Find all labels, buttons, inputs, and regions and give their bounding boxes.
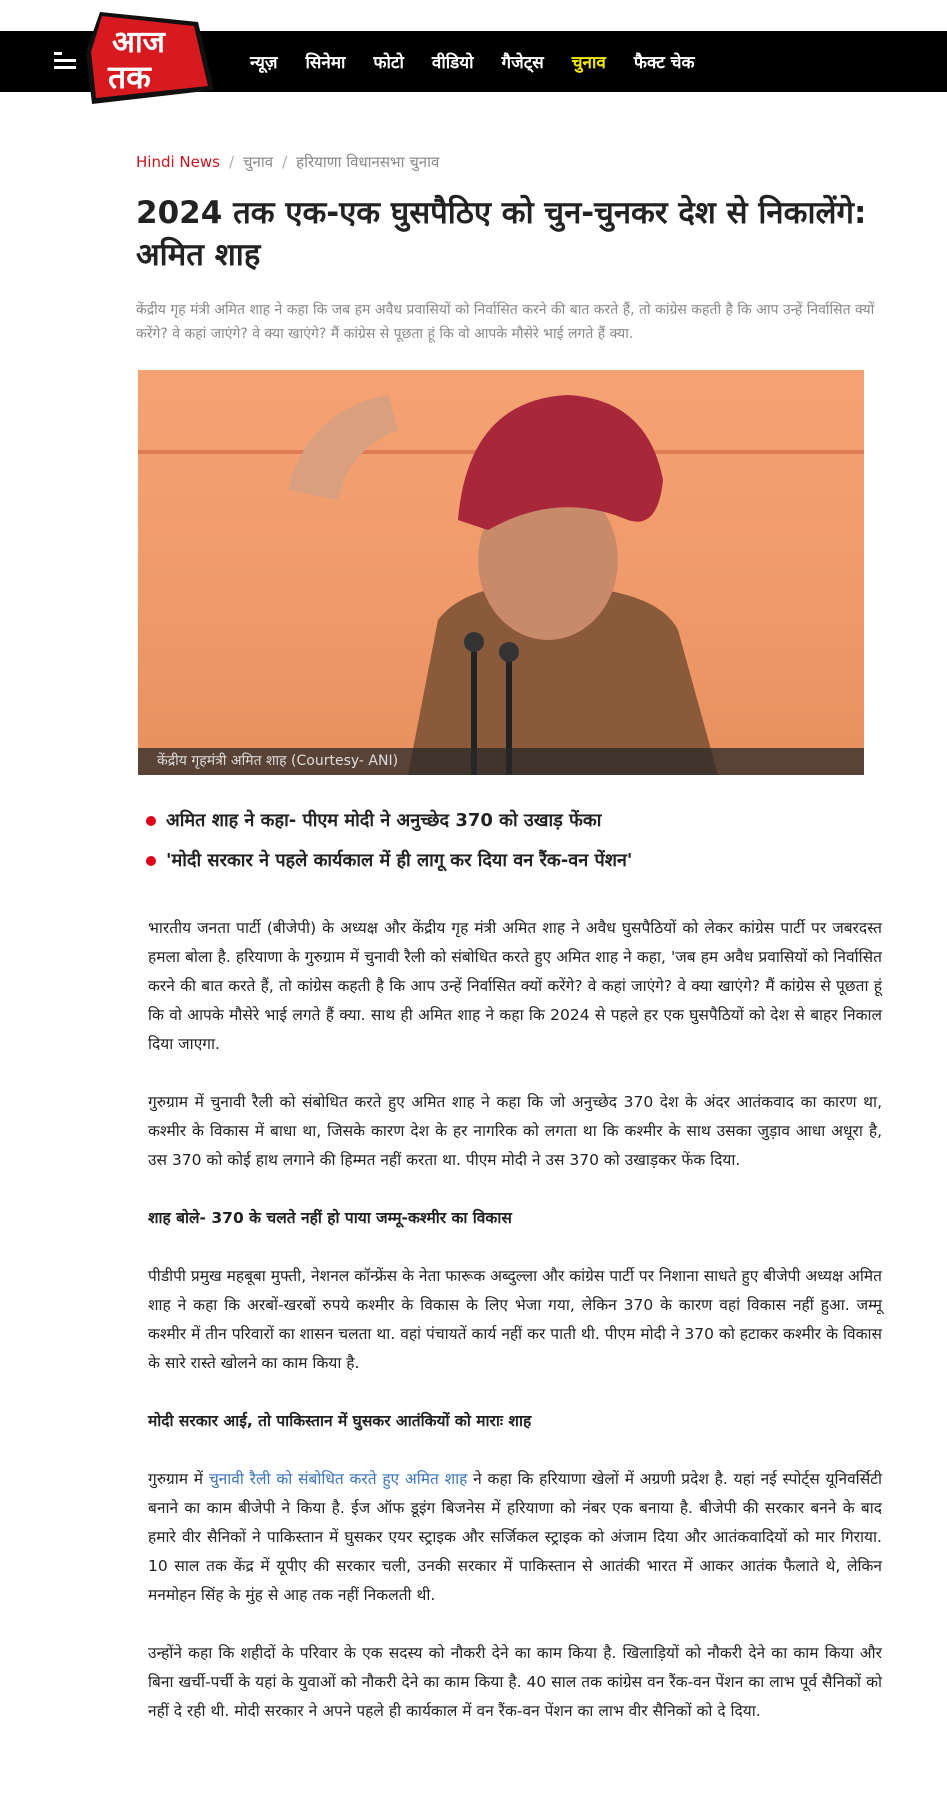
highlights-list <box>146 810 886 890</box>
breadcrumb-separator: / <box>282 153 288 171</box>
nav-fact-check[interactable]: फैक्ट चेक <box>633 53 695 73</box>
nav-photo[interactable]: फोटो <box>373 53 404 73</box>
paragraph: पीडीपी प्रमुख महबूबा मुफ्ती, नेशनल कॉन्फ्रेंस के नेता फारूक अब्दुल्ला और कांग्रेस पार्टी पर निशाना साधते हुए बीजेपी अध्यक्ष अमित शाह ने कहा कि अरबों-खरबों रुपये कश्मीर के विकास के लिए भेजा गया, लेकिन 370 के कारण वहां विकास नहीं हुआ. जम्मू कश्मीर में तीन परिवारों का शासन चलता था. वहां पंचायतें कार्य नहीं कर पाती थी. पीएम मोदी ने 370 को हटाकर कश्मीर के विकास के सारे रास्ते खोलने का काम किया है. <box>148 1267 882 1372</box>
highlight-item <box>146 850 886 872</box>
breadcrumb-separator: / <box>228 153 235 171</box>
svg-text:आज: आज <box>112 25 165 60</box>
subheading: मोदी सरकार आई, तो पाकिस्तान में घुसकर आतंकियों को माराः शाह <box>148 1412 532 1430</box>
inline-link[interactable]: चुनावी रैली को संबोधित करते हुए अमित शाह <box>208 1470 468 1488</box>
breadcrumb-election[interactable]: चुनाव <box>243 153 274 171</box>
breadcrumb <box>136 152 439 172</box>
highlight-text: 'मोदी सरकार ने पहले कार्यकाल में ही लागू कर दिया वन रैंक-वन पेंशन' <box>166 850 633 871</box>
nav-election[interactable]: चुनाव <box>571 53 606 73</box>
nav-cinema[interactable]: सिनेमा <box>305 53 346 73</box>
nav-gadgets[interactable]: गैजेट्स <box>501 53 544 73</box>
aajtak-logo[interactable] <box>86 12 214 104</box>
paragraph: उन्होंने कहा कि शहीदों के परिवार के एक सदस्य को नौकरी देने का काम किया है. खिलाड़ियों को नौकरी देने का काम किया और बिना खर्ची-पर्ची के यहां के युवाओं को नौकरी देने का काम किया है. 40 साल तक कांग्रेस वन रैंक-वन पेंशन का लाभ पूर्व सैनिकों को नहीं दे रही थी. मोदी सरकार ने अपने पहले ही कार्यकाल में वन रैंक-वन पेंशन का लाभ वीर सैनिकों को दे दिया. <box>148 1644 882 1720</box>
article-body <box>148 914 882 1755</box>
breadcrumb-home[interactable]: Hindi News <box>136 153 220 171</box>
svg-text:तक: तक <box>108 58 151 96</box>
breadcrumb-haryana[interactable]: हरियाणा विधानसभा चुनाव <box>296 153 440 171</box>
paragraph <box>148 1465 882 1610</box>
bullet-icon <box>146 856 156 866</box>
paragraph: भारतीय जनता पार्टी (बीजेपी) के अध्यक्ष और केंद्रीय गृह मंत्री अमित शाह ने अवैध घुसपैठियों को लेकर कांग्रेस पार्टी पर जबरदस्त हमला बोला है. हरियाणा के गुरुग्राम में चुनावी रैली को संबोधित करते हुए अमित शाह ने कहा, 'जब हम अवैध प्रवासियों को निर्वासित करने की बात करते हैं, तो कांग्रेस कहती है कि आप उन्हें निर्वासित क्यों करेंगे? वे कहां जाएंगे? वे क्या खाएंगे? मैं कांग्रेस से पूछता हूं कि वो आपके मौसेरे भाई लगते हैं क्या. साथ ही अमित शाह ने कहा कि 2024 से पहले हर एक घुसपैठियों को देश से बाहर निकाल दिया जाएगा. <box>148 919 882 1053</box>
article-image <box>138 370 864 775</box>
bullet-icon <box>146 816 156 826</box>
main-nav <box>250 31 723 92</box>
hamburger-menu-icon[interactable] <box>54 52 76 70</box>
paragraph-text: गुरुग्राम में <box>148 1470 209 1488</box>
image-caption: केंद्रीय गृहमंत्री अमित शाह (Courtesy- ANI) <box>138 748 864 775</box>
highlight-text: अमित शाह ने कहा- पीएम मोदी ने अनुच्छेद 370 को उखाड़ फेंका <box>166 810 602 831</box>
article-summary: केंद्रीय गृह मंत्री अमित शाह ने कहा कि जब हम अवैध प्रवासियों को निर्वासित करने की बात करते हैं, तो कांग्रेस कहती है कि आप उन्हें निर्वासित क्यों करेंगे? वे कहां जाएंगे? वे क्या खाएंगे? मैं कांग्रेस से पूछता हूं कि वो आपके मौसेरे भाई लगते हैं क्या. <box>136 302 875 342</box>
nav-video[interactable]: वीडियो <box>431 53 474 73</box>
paragraph-text: ने कहा कि हरियाणा खेलों में अग्रणी प्रदेश है. यहां नई स्पोर्ट्स यूनिवर्सिटी बनाने का काम बीजेपी ने किया है. ईज ऑफ डूइंग बिजनेस में हरियाणा को नंबर एक बनाया है. बीजेपी की सरकार बनने के बाद हमारे वीर सैनिकों ने पाकिस्तान में घुसकर एयर स्ट्राइक और सर्जिकल स्ट्राइक को अंजाम दिया और आतंकवादियों को मार गिराया. 10 साल तक केंद्र में यूपीए की सरकार चली, उनकी सरकार में पाकिस्तान से आतंकी भारत में आकर आतंक फैलाते थे, लेकिन मनमोहन सिंह के मुंह से आह तक नहीं निकलती थी. <box>148 1470 883 1604</box>
nav-news[interactable]: न्यूज़ <box>250 53 278 73</box>
highlight-item <box>146 810 886 832</box>
paragraph: गुरुग्राम में चुनावी रैली को संबोधित करते हुए अमित शाह ने कहा कि जो अनुच्छेद 370 देश के अंदर आतंकवाद का कारण था, कश्मीर के विकास में बाधा था, जिसके कारण देश के हर नागरिक को लगता था कि कश्मीर के साथ उसका जुड़ाव आधा अधूरा है, उस 370 को कोई हाथ लगाने की हिम्मत नहीं करता था. पीएम मोदी ने उस 370 को उखाड़कर फेंक दिया. <box>148 1093 882 1169</box>
subheading: शाह बोले- 370 के चलते नहीं हो पाया जम्मू-कश्मीर का विकास <box>148 1209 512 1227</box>
speaker-photo-illustration <box>138 370 864 775</box>
article-title: 2024 तक एक-एक घुसपैठिए को चुन-चुनकर देश से निकालेंगे: अमित शाह <box>136 195 867 273</box>
